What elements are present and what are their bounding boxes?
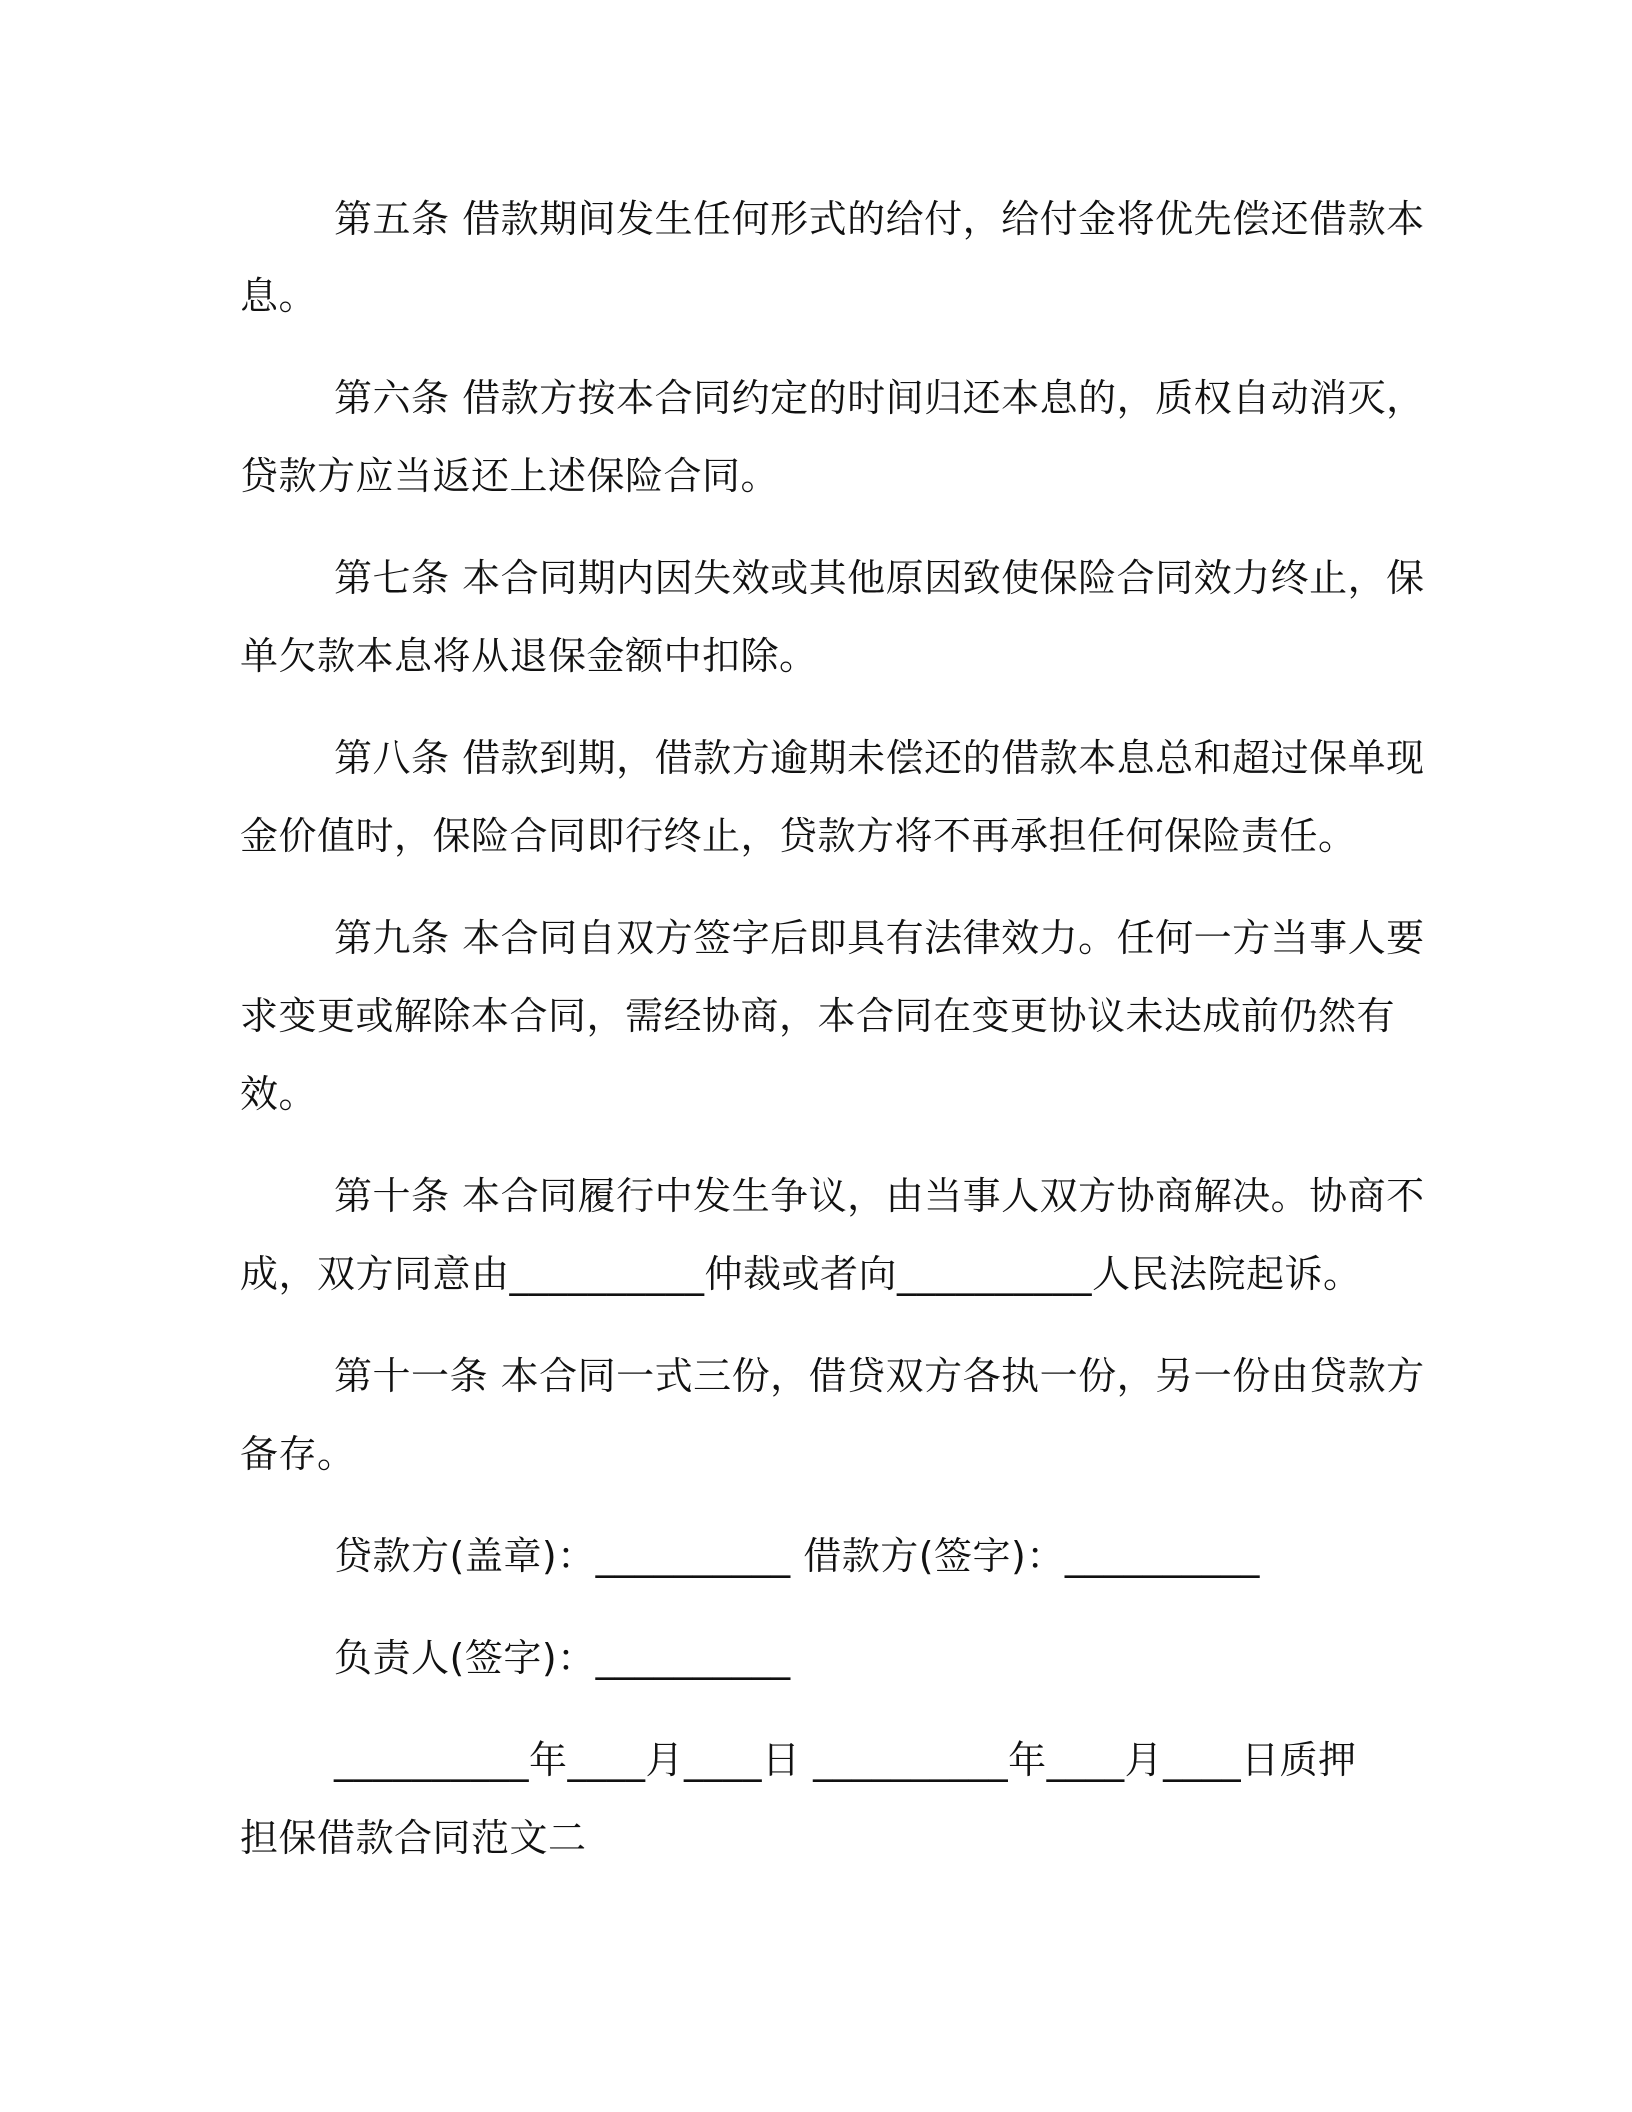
article-8-line-1: 第八条 借款到期，借款方逾期未偿还的借款本息总和超过保单现 (334, 736, 1425, 780)
article-11-line-2: 备存。 (240, 1432, 356, 1476)
article-6-line-1: 第六条 借款方按本合同约定的时间归还本息的，质权自动消灭， (334, 376, 1425, 420)
signature-line-responsible: 负责人(签字)：__________ (334, 1636, 791, 1680)
article-10-line-2: 成，双方同意由__________仲裁或者向__________人民法院起诉。 (240, 1252, 1362, 1296)
article-9-line-3: 效。 (240, 1072, 318, 1116)
article-9-line-2: 求变更或解除本合同，需经协商，本合同在变更协议未达成前仍然有 (240, 994, 1396, 1038)
next-section-title: 担保借款合同范文二 (240, 1816, 587, 1860)
article-6-line-2: 贷款方应当返还上述保险合同。 (240, 454, 780, 498)
article-11-line-1: 第十一条 本合同一式三份，借贷双方各执一份，另一份由贷款方 (334, 1354, 1425, 1398)
signature-line-parties: 贷款方(盖章)：__________ 借款方(签字)：__________ (334, 1534, 1260, 1578)
date-line: __________年____月____日 __________年____月____日质押 (334, 1738, 1357, 1782)
article-5-line-1: 第五条 借款期间发生任何形式的给付，给付金将优先偿还借款本 (334, 197, 1425, 241)
article-7-line-1: 第七条 本合同期内因失效或其他原因致使保险合同效力终止，保 (334, 556, 1425, 600)
article-10-line-1: 第十条 本合同履行中发生争议，由当事人双方协商解决。协商不 (334, 1174, 1425, 1218)
article-5-line-2: 息。 (240, 274, 318, 318)
article-7-line-2: 单欠款本息将从退保金额中扣除。 (240, 634, 818, 678)
article-9-line-1: 第九条 本合同自双方签字后即具有法律效力。任何一方当事人要 (334, 916, 1425, 960)
article-8-line-2: 金价值时，保险合同即行终止，贷款方将不再承担任何保险责任。 (240, 814, 1357, 858)
